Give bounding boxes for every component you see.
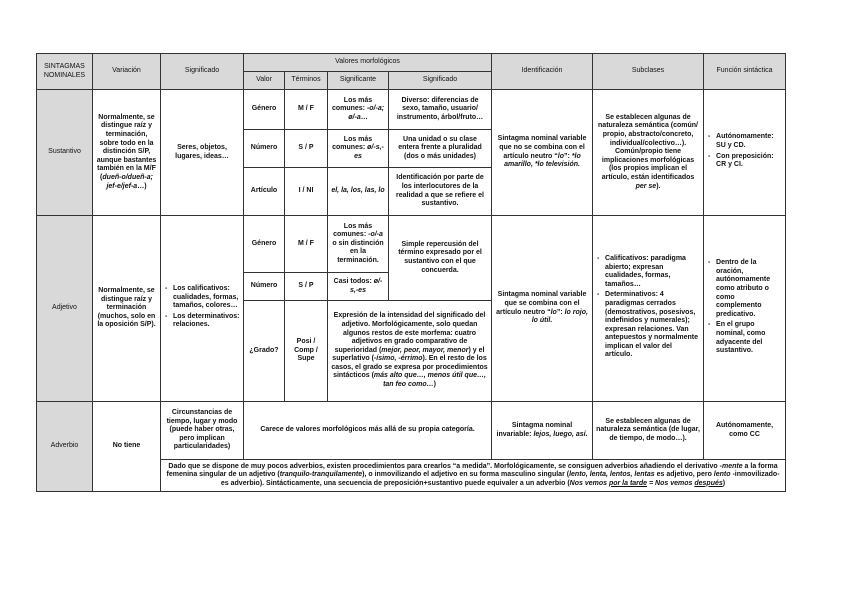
adjetivo-grado-descripcion: Expresión de la intensidad del significado del adjetivo. Morfológicamente, solo quedan algunos restos de este morfema: cuatro adjetivos en grado comparativo de superioridad (mejor, peor, mayor, menor) y el superlativo (-ísimo, -érrimo). En el resto de los casos, el grado se expresa por procedimientos sintácticos (más alto que…, menos útil que…, tan feo como…): [328, 301, 492, 402]
adverbio-valores: Carece de valores morfológicos más allá de su propia categoría.: [244, 402, 492, 460]
header-variacion: Variación: [93, 54, 161, 90]
row-head-adverbio: Adverbio: [37, 402, 93, 492]
sustantivo-articulo-terminos: I / NI: [285, 168, 328, 216]
adjetivo-genero-significante: Los más comunes: -o/-a o sin distinción en la terminación.: [328, 216, 389, 273]
adjetivo-funcion-item: - Dentro de la oración, autónomamente como atributo o como complemento predicativo.: [716, 259, 782, 319]
sustantivo-genero-valor: Género: [244, 90, 285, 130]
header-significante: Significante: [328, 72, 389, 90]
sustantivo-identificacion: Sintagma nominal variable que no se combina con el artículo neutro “lo”: *lo amarillo, *lo televisión.: [492, 90, 593, 216]
row-head-adjetivo: Adjetivo: [37, 216, 93, 402]
adjetivo-funcion: [704, 216, 786, 402]
sustantivo-subclases: Se establecen algunas de naturaleza semántica (común/ propio, abstracto/concreto, individual/colectivo…). Común/propio tiene implicaciones morfológicas (los propios implican el artículo, están identificados per se).: [593, 90, 704, 216]
sustantivo-variacion: Normalmente, se distingue raíz y terminación, sobre todo en la distinción S/P, aunque bastantes también en la M/F (dueñ-o/dueñ-a; jef-e/jef-a…): [93, 90, 161, 216]
adjetivo-subclases-item: - Determinativos: 4 paradigmas cerrados (demostrativos, posesivos, indefinidos y numerales); expresan relaciones. Van antepuestos y normalmente implican el valor del artículo.: [605, 291, 700, 360]
sustantivo-genero-terminos: M / F: [285, 90, 328, 130]
adjetivo-significado-item: - Los calificativos: cualidades, formas, tamaños, colores…: [173, 285, 240, 311]
header-subclases: Subclases: [593, 54, 704, 90]
sustantivo-articulo-significante: el, la, los, las, lo: [328, 168, 389, 216]
adjetivo-grado-terminos: Posi / Comp / Supe: [285, 301, 328, 402]
header-identificacion: Identificación: [492, 54, 593, 90]
adjetivo-significado-item: - Los determinativos: relaciones.: [173, 313, 240, 330]
sustantivo-significado: Seres, objetos, lugares, ideas…: [161, 90, 244, 216]
sustantivo-numero-significado: Una unidad o su clase entera frente a pluralidad (dos o más unidades): [389, 130, 492, 168]
adverbio-identificacion: Sintagma nominal invariable: lejos, luego, así.: [492, 402, 593, 460]
sustantivo-numero-valor: Número: [244, 130, 285, 168]
sustantivo-funcion-item: - Autónomamente: SU y CD.: [716, 133, 782, 150]
header-funcion: Función sintáctica: [704, 54, 786, 90]
sustantivo-articulo-valor: Artículo: [244, 168, 285, 216]
adjetivo-grado-valor: ¿Grado?: [244, 301, 285, 402]
sustantivo-articulo-significado: Identificación por parte de los interlocutores de la realidad a que se refiere el sustantivo.: [389, 168, 492, 216]
adjetivo-genero-numero-significado: Simple repercusión del término expresado por el sustantivo con el que concuerda.: [389, 216, 492, 301]
adjetivo-numero-significante: Casi todos: ø/-s,-es: [328, 273, 389, 301]
sustantivo-genero-significado: Diverso: diferencias de sexo, tamaño, usuario/ instrumento, árbol/fruto…: [389, 90, 492, 130]
header-significado: Significado: [161, 54, 244, 90]
adjetivo-variacion: Normalmente, se distingue raíz y terminación (muchos, solo en la oposición S/P).: [93, 216, 161, 402]
header-valor: Valor: [244, 72, 285, 90]
adjetivo-genero-valor: Género: [244, 216, 285, 273]
adjetivo-subclases: [593, 216, 704, 402]
adjetivo-genero-terminos: M / F: [285, 216, 328, 273]
adverbio-subclases: Se establecen algunas de naturaleza semántica (de lugar, de tiempo, de modo…).: [593, 402, 704, 460]
sustantivo-funcion: [704, 90, 786, 216]
adjetivo-numero-valor: Número: [244, 273, 285, 301]
row-head-sustantivo: Sustantivo: [37, 90, 93, 216]
adjetivo-funcion-item: - En el grupo nominal, como adyacente del sustantivo.: [716, 321, 782, 355]
morphology-table: [36, 53, 786, 492]
sustantivo-genero-significante: Los más comunes: -o/-a; ø/-a…: [328, 90, 389, 130]
adjetivo-numero-terminos: S / P: [285, 273, 328, 301]
header-significado-sub: Significado: [389, 72, 492, 90]
header-sintagmas: SINTAGMAS NOMINALES: [37, 54, 93, 90]
header-terminos: Términos: [285, 72, 328, 90]
sustantivo-numero-terminos: S / P: [285, 130, 328, 168]
adverbio-variacion: No tiene: [93, 402, 161, 492]
adverbio-funcion: Autónomamente, como CC: [704, 402, 786, 460]
sustantivo-numero-significante: Los más comunes: ø/-s,-es: [328, 130, 389, 168]
adjetivo-significado: [161, 216, 244, 402]
adjetivo-identificacion: Sintagma nominal variable que se combina con el artículo neutro “lo”: lo rojo, lo útil.: [492, 216, 593, 402]
adjetivo-subclases-item: - Calificativos: paradigma abierto; expresan cualidades, formas, tamaños…: [605, 255, 700, 289]
adverbio-significado: Circunstancias de tiempo, lugar y modo (puede haber otras, pero implican particularidades): [161, 402, 244, 460]
sustantivo-funcion-item: - Con preposición: CR y CI.: [716, 153, 782, 170]
header-valores: Valores morfológicos: [244, 54, 492, 72]
adverbio-note: Dado que se dispone de muy pocos adverbios, existen procedimientos para crearlos “a medida”. Morfológicamente, se consiguen adverbios añadiendo el derivativo -mente a la forma femenina singular de un adjetivo (tranquilo-tranquilamente), o inmovilizando el adjetivo en su forma masculino singular (lento, lenta, lentos, lentas es adjetivo, pero lento -inmovilizado- es adverbio). Sintácticamente, una secuencia de preposición+sustantivo puede equivaler a un adverbio (Nos vemos por la tarde = Nos vemos después): [161, 460, 786, 492]
